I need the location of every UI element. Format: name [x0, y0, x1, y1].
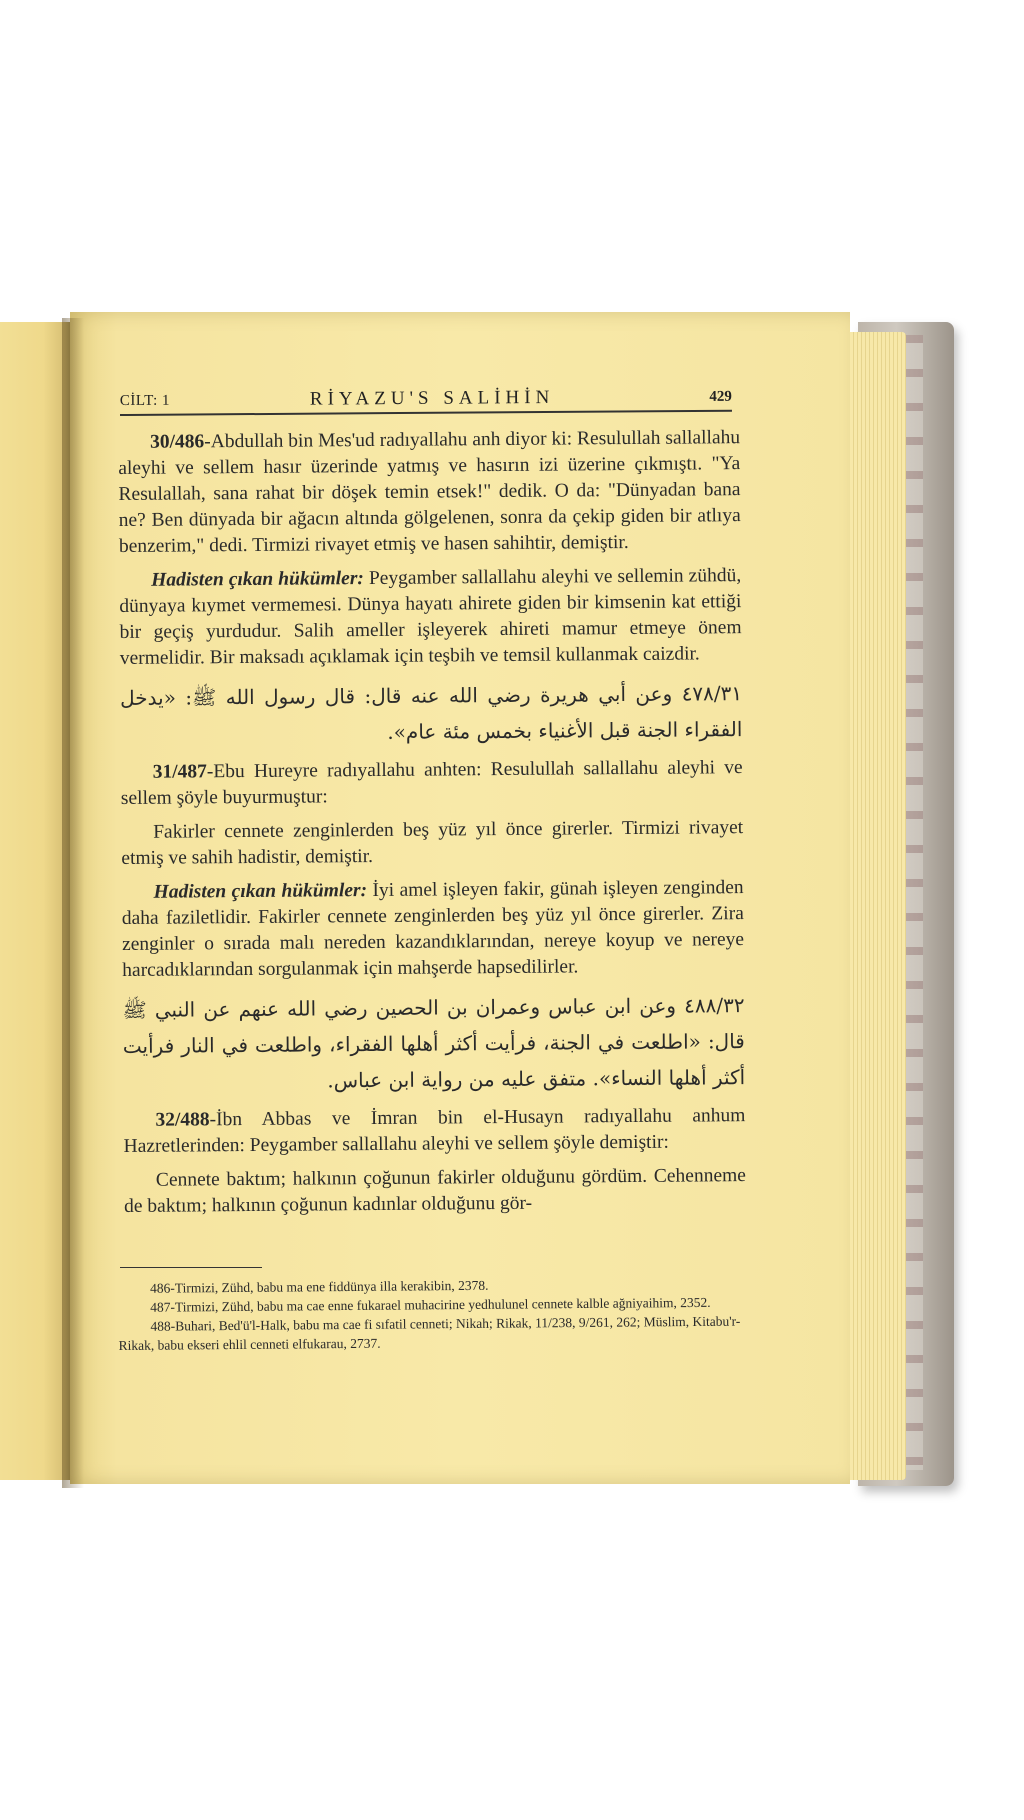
footnote-487: 487-Tirmizi, Zühd, babu ma cae enne fukarael muhacirine yedhulunel cennete kalble ağniyaihim, 2352.	[150, 1294, 711, 1315]
volume-label: CİLT: 1	[119, 392, 171, 410]
spine-shadow	[62, 318, 84, 1488]
commentary-text: Peygamber sallallahu aleyhi ve sellemin zühdü, dünyaya kıymet vermemesi. Dünya hayatı ahirete giden bir kimsenin kat ettiği bir geçiş yurdudur. Salih ameller işleyerek ahireti mamur etmeye önem vermelidir. Bir maksadı açıklamak için teşbih ve temsil kullanmak caizdir.	[119, 565, 742, 669]
footnote-488: 488-Buhari, Bed'ü'l-Halk, babu ma cae fi sıfatil cenneti; Nikah; Rikak, 11/238, 9/261, 262; Müslim, Kitabu'r-Rikak, babu ekseri ehlil cenneti elfukarau, 2737.	[118, 1313, 741, 1353]
commentary-text: İyi amel işleyen fakir, günah işleyen zenginden daha faziletlidir. Fakirler cennete zenginlerden beş yüz yıl önce girerler. Zira zenginler o sırada malı nereden kazandıklarından, nereye koyup ve nereye harcadıklarından sorgulanmak için mahşerde hapsedilirler.	[121, 877, 745, 981]
arabic-text-488: ٤٨٨/٣٢ وعن ابن عباس وعمران بن الحصين رضي الله عنهم عن النبي ﷺ قال: «اطلعت في الجنة، فرأيت أكثر أهلها الفقراء، واطلعت في النار فرأيت أكثر أهلها النساء». متفق عليه من رواية ابن عباس.	[122, 993, 746, 1093]
page-body	[118, 425, 746, 1228]
cover-pattern	[905, 335, 923, 1470]
hadith-text: -Ebu Hureyre radıyallahu anhten: Resulullah sallallahu aleyhi ve sellem şöyle buyurmuştur:	[120, 757, 743, 809]
footnotes	[118, 1274, 747, 1355]
commentary-heading: Hadisten çıkan hükümler:	[153, 880, 368, 903]
commentary-1	[119, 563, 742, 672]
hadith-487	[121, 755, 743, 812]
hadith-text: -Abdullah bin Mes'ud radıyallahu anh diyor ki: Resulullah sallallahu aleyhi ve sellem hasır üzerinde yatmış ve hasırın izi üzerine çıkmıştı. "Ya Resulallah, sana rahat bir döşek temin etsek!" dedik. O da: "Dünyadan bana ne? Ben dünyada bir ağacın altında gölgelenen, sonra da çekip giden bir atlıya benzerim," dedi. Tirmizi rivayet etmiş ve hasen sahihtir, demiştir.	[118, 427, 741, 557]
hadith-number: 31/487	[152, 761, 207, 783]
hadith-quote-488: Cennete baktım; halkının çoğunun fakirler olduğunu gördüm. Cehenneme de baktım; halkının çoğunun kadınlar olduğunu gör-	[124, 1165, 746, 1217]
hadith-quote-487: Fakirler cennete zenginlerden beş yüz yıl önce girerler. Tirmizi rivayet etmiş ve sahih hadistir, demiştir.	[121, 817, 744, 869]
commentary-2	[122, 875, 745, 984]
hadith-number: 32/488	[155, 1109, 210, 1131]
footnote-divider	[120, 1267, 262, 1268]
footnote-486: 486-Tirmizi, Zühd, babu ma ene fiddünya illa kerakibin, 2378.	[150, 1277, 489, 1296]
page-number: 429	[709, 388, 732, 405]
commentary-heading: Hadisten çıkan hükümler:	[151, 568, 364, 591]
hadith-number: 30/486	[150, 431, 205, 453]
hadith-488	[123, 1103, 745, 1160]
hadith-486	[118, 425, 741, 560]
arabic-text-487: ٤٧٨/٣١ وعن أبي هريرة رضي الله عنه قال: قال رسول الله ﷺ: «يدخل الفقراء الجنة قبل الأغنياء بخمس مئة عام».	[120, 681, 743, 744]
running-header	[120, 384, 732, 416]
hadith-text: -İbn Abbas ve İmran bin el-Husayn radıyallahu anhum Hazretlerinden: Peygamber sallallahu aleyhi ve sellem şöyle demiştir:	[123, 1105, 746, 1157]
book-title: RİYAZU'S SALİHİN	[309, 386, 555, 410]
